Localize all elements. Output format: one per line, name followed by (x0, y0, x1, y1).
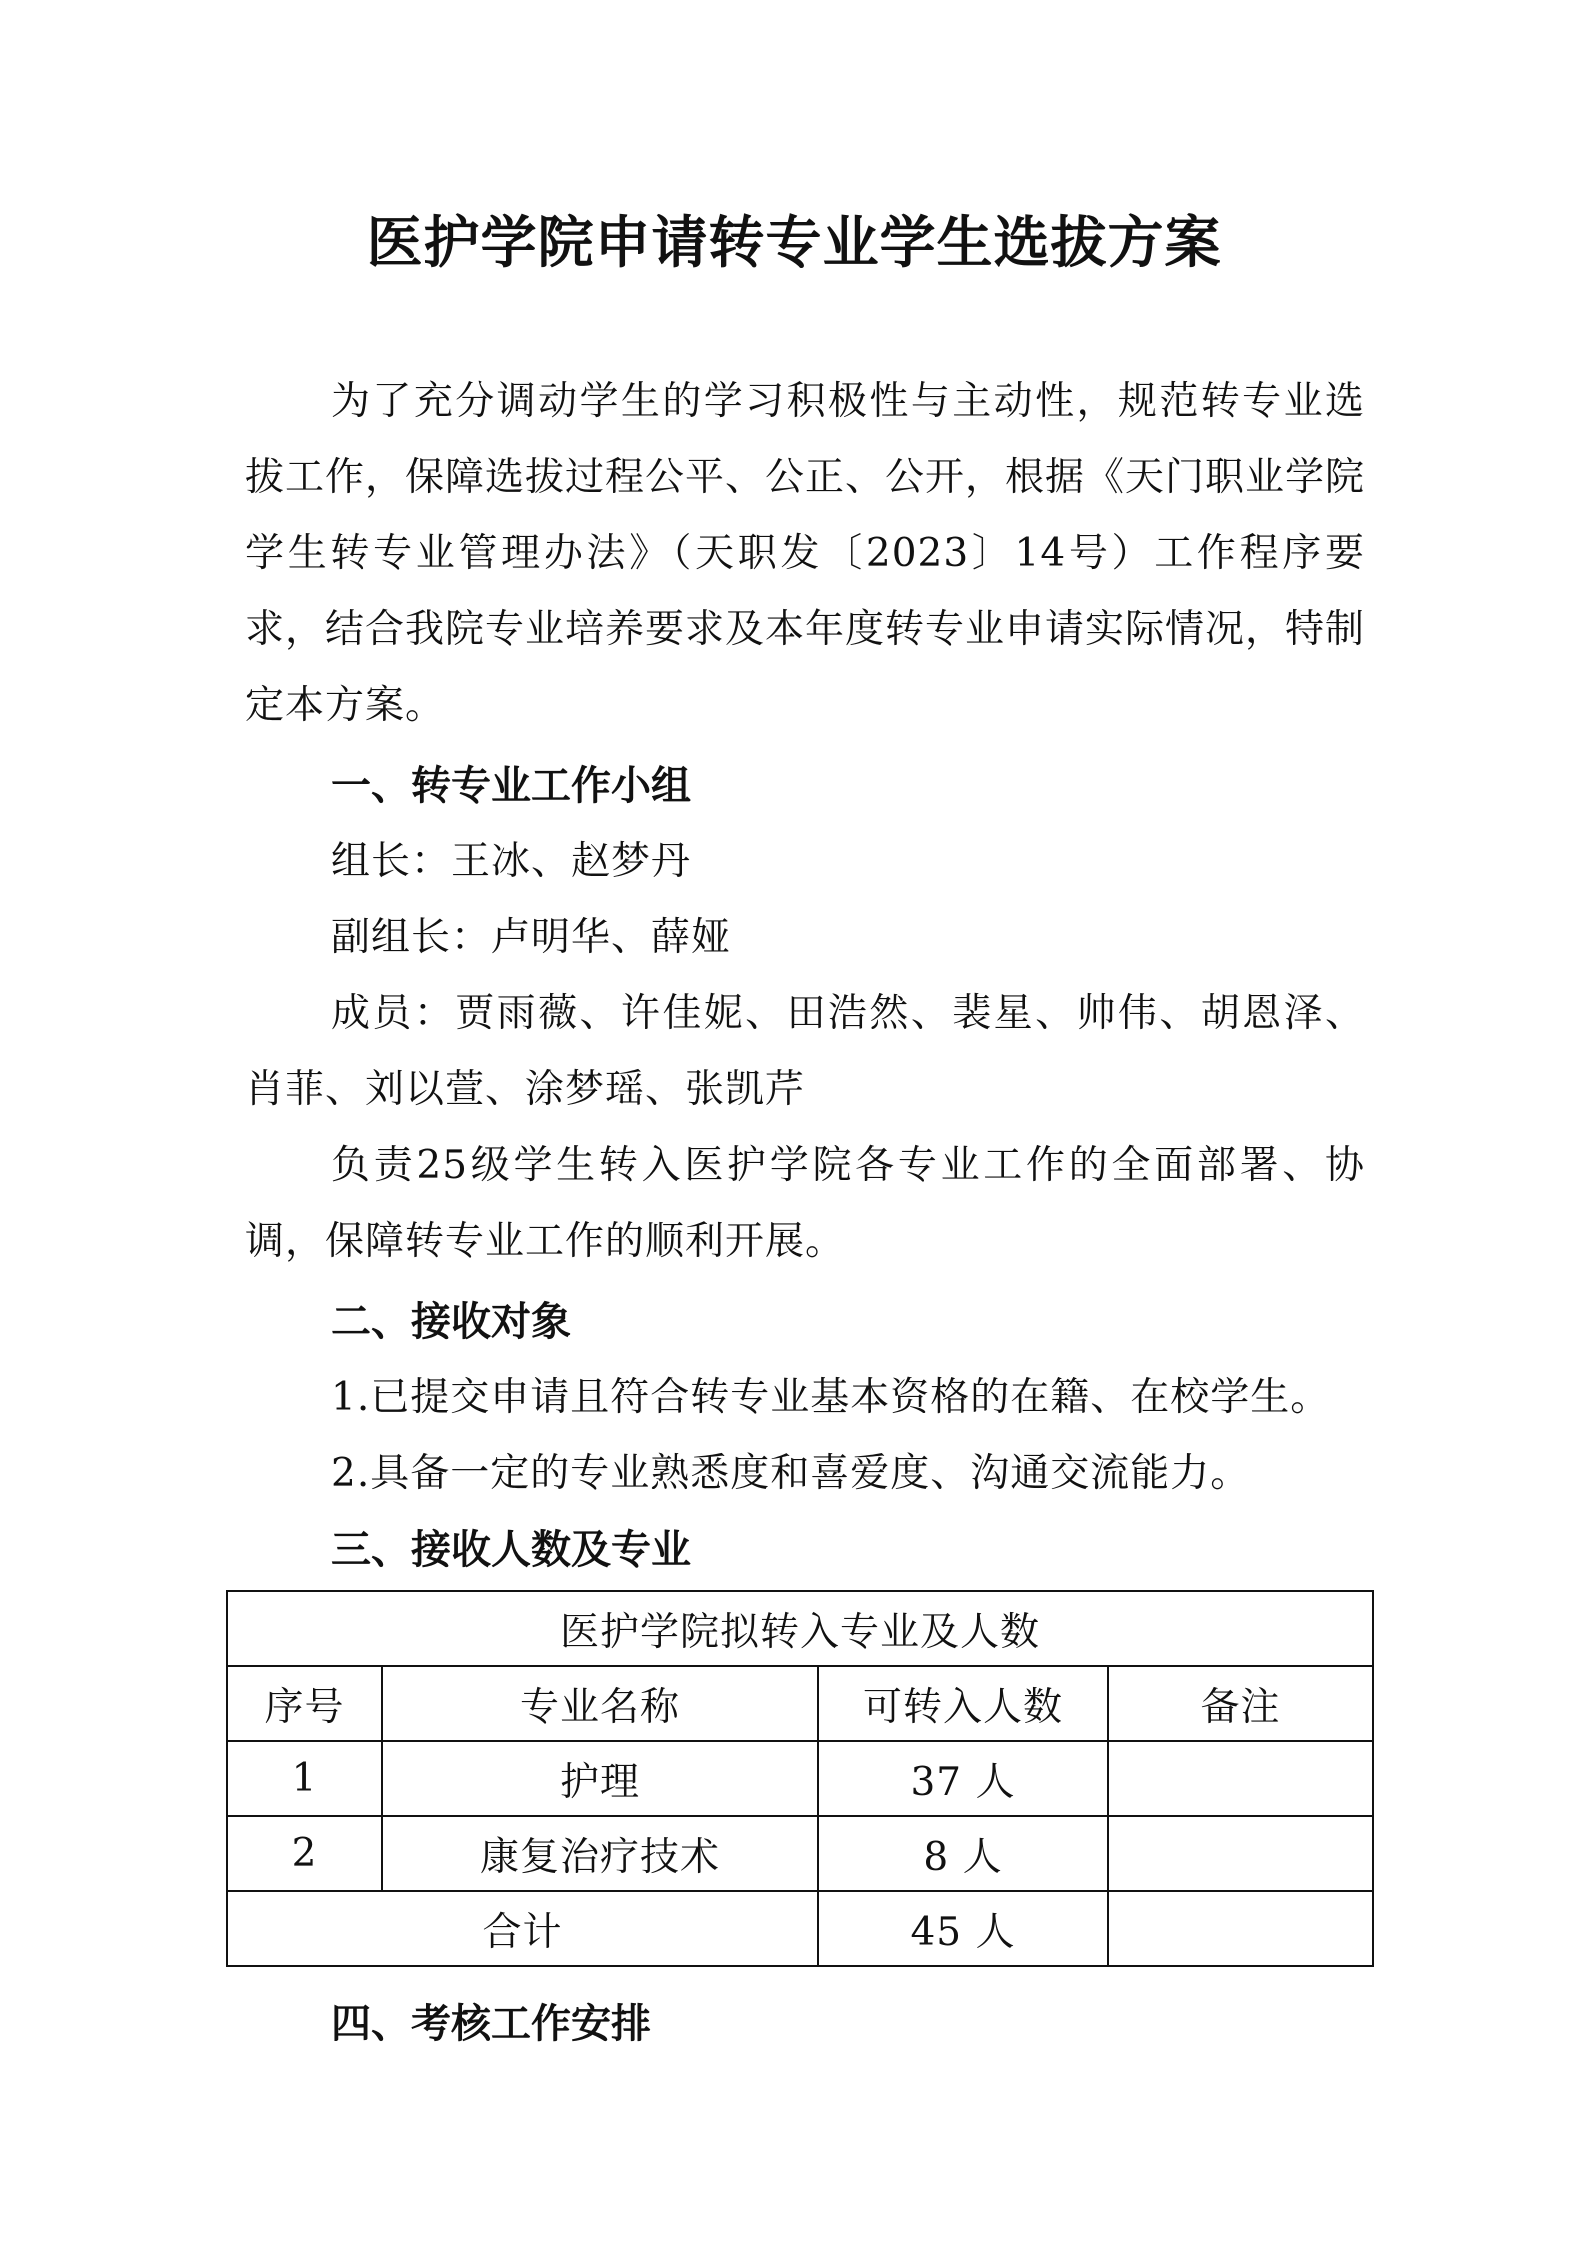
row-number: 2 (227, 1816, 382, 1891)
duty-paragraph: 负责25级学生转入医护学院各专业工作的全面部署、协调，保障转专业工作的顺利开展。 (245, 1143, 1365, 1264)
quota-table (226, 1590, 1374, 1967)
note-cell (1108, 1816, 1373, 1891)
note-cell (1108, 1741, 1373, 1816)
members-paragraph: 成员：贾雨薇、许佳妮、田浩然、裴星、帅伟、胡恩泽、肖菲、刘以萱、涂梦瑶、张凯芹 (245, 991, 1365, 1112)
major-name: 康复治疗技术 (382, 1816, 818, 1891)
table-row (227, 1816, 1373, 1891)
section-4-heading: 四、考核工作安排 (331, 2001, 651, 2047)
header-cell: 备注 (1108, 1666, 1373, 1741)
table-header-row (227, 1666, 1373, 1741)
quota-count: 8 人 (818, 1816, 1108, 1891)
table-total-row (227, 1891, 1373, 1966)
header-cell: 专业名称 (382, 1666, 818, 1741)
document-title: 医护学院申请转专业学生选拔方案 (366, 210, 1222, 276)
header-cell: 序号 (227, 1666, 382, 1741)
intro-paragraph: 为了充分调动学生的学习积极性与主动性，规范转专业选拔工作，保障选拔过程公平、公正、公开，根据《天门职业学院学生转专业管理办法》（天职发〔2023〕14号）工作程序要求，结合我院专业培养要求及本年度转专业申请实际情况，特制定本方案。 (245, 379, 1366, 728)
deputy-leader-line: 副组长：卢明华、薛娅 (331, 915, 732, 960)
total-note (1108, 1891, 1373, 1966)
criteria-item-1: 1.已提交申请且符合转专业基本资格的在籍、在校学生。 (331, 1375, 1331, 1420)
table-caption-row (227, 1591, 1373, 1666)
section-3-heading: 三、接收人数及专业 (331, 1527, 691, 1573)
table-caption: 医护学院拟转入专业及人数 (227, 1591, 1373, 1666)
quota-count: 37 人 (818, 1741, 1108, 1816)
section-2-heading: 二、接收对象 (331, 1299, 571, 1345)
total-label: 合计 (227, 1891, 818, 1966)
table-row (227, 1741, 1373, 1816)
criteria-item-2: 2.具备一定的专业熟悉度和喜爱度、沟通交流能力。 (331, 1451, 1251, 1496)
row-number: 1 (227, 1741, 382, 1816)
group-leader-line: 组长：王冰、赵梦丹 (331, 839, 692, 884)
header-cell: 可转入人数 (818, 1666, 1108, 1741)
total-count: 45 人 (818, 1891, 1108, 1966)
section-1-heading: 一、转专业工作小组 (331, 763, 691, 809)
major-name: 护理 (382, 1741, 818, 1816)
